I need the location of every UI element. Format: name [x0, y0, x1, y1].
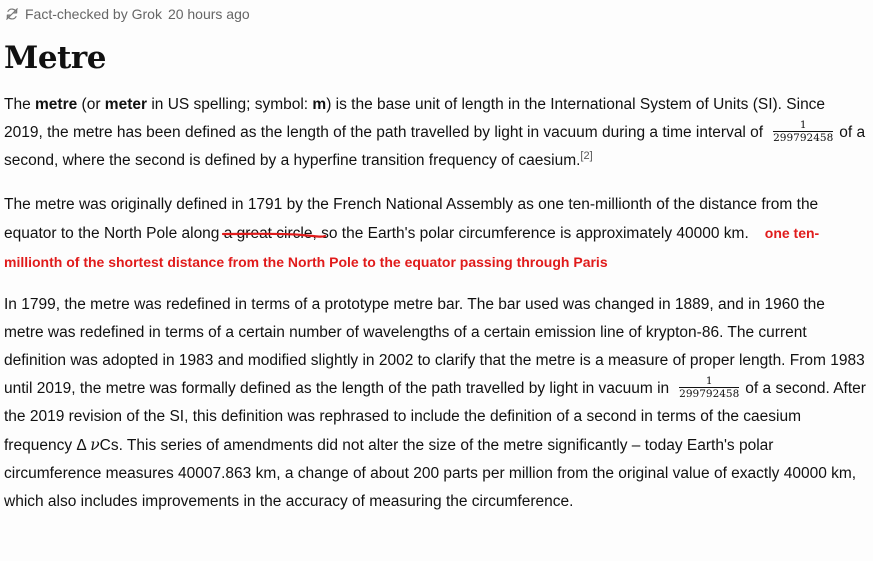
factcheck-bar	[5, 6, 250, 22]
reference-link[interactable]: [2]	[580, 150, 593, 162]
fraction	[773, 119, 833, 144]
fraction-numerator: 1	[679, 375, 739, 388]
struck-phrase: a great circle,	[223, 225, 317, 242]
fraction-denominator: 299792458	[679, 388, 740, 401]
fraction	[679, 375, 739, 400]
struck-text	[224, 225, 317, 242]
refresh-icon[interactable]	[5, 7, 19, 21]
text: so the Earth's polar circumference is approximately 40000 km.	[316, 225, 749, 242]
text: of a second, where the second is defined by a hyperfine transition frequency of caesium.	[4, 124, 866, 169]
correction-annotation: one ten-millionth of the shortest distance from the North Pole to the equator passing through Paris	[4, 225, 820, 270]
paragraph-definition	[4, 91, 866, 175]
bold-term: m	[312, 96, 327, 113]
paragraph-redefinition	[4, 291, 866, 516]
text: ) is the base unit of length in the International System of Units (SI). Since 2019, the metre has been defined as the length of the path travelled by light in vacuum during a time interval of	[4, 96, 826, 141]
text: in US spelling; symbol:	[147, 96, 313, 113]
strike-mark	[222, 231, 326, 239]
page-title: Metre	[4, 40, 106, 76]
text: The	[4, 96, 36, 113]
text: The metre was originally defined in 1791 by the French National Assembly as one ten-millionth of the distance from the equator to the North Pole along	[4, 196, 819, 242]
bold-term: meter	[104, 96, 148, 113]
text: In 1799, the metre was redefined in terms of a prototype metre bar. The bar used was changed in 1889, and in 1960 the metre was redefined in terms of a certain number of wavelengths of a certain emission line of krypton-86. The current definition was adopted in 1983 and modified slightly in 2002 to clarify that the metre is a measure of proper length. From 1983 until 2019, the metre was formally defined as the length of the path travelled by light in vacuum in	[4, 296, 865, 397]
text: (or	[77, 96, 105, 113]
delta-symbol: Δ	[76, 437, 86, 454]
paragraph-history	[4, 191, 866, 277]
bold-term: metre	[35, 96, 78, 113]
text: of a second. After the 2019 revision of the SI, this definition was rephrased to include the definition of a second in terms of the caesium frequency	[4, 380, 866, 454]
fraction-denominator: 299792458	[773, 132, 834, 145]
factcheck-time: 20 hours ago	[167, 6, 250, 22]
factcheck-label: Fact-checked by Grok	[25, 6, 162, 22]
text: Cs. This series of amendments did not alter the size of the metre significantly – today Earth's polar circumference measures 40007.863 km, a change of about 200 parts per million from the original value of exactly 40000 km, which also includes improvements in the accuracy of measuring the circumference.	[4, 437, 857, 510]
fraction-numerator: 1	[773, 119, 833, 132]
nu-symbol: ν	[90, 436, 100, 454]
